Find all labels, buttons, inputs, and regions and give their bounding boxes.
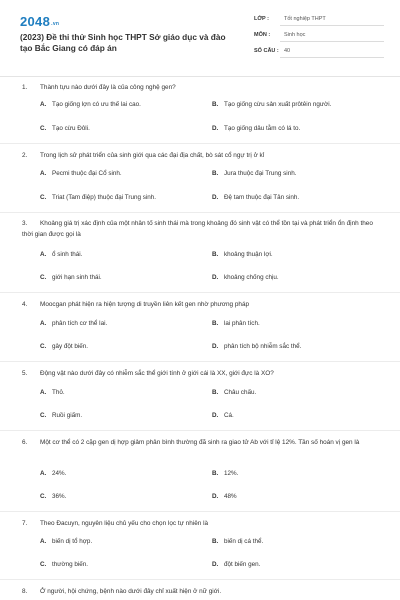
- answer-option[interactable]: [40, 320, 107, 327]
- answer-option[interactable]: [212, 561, 260, 568]
- option-text: 24%.: [52, 470, 67, 477]
- option-letter: C.: [40, 343, 47, 350]
- question-stem: Khoảng giá trị xác định của một nhân tố sinh thái mà trong khoảng đó sinh vật có thể tồn tại và phát triển ổn định theo thời gian được gọi là: [22, 220, 373, 238]
- option-letter: B.: [212, 470, 219, 477]
- option-letter: A.: [40, 538, 47, 545]
- answer-option[interactable]: [212, 170, 296, 177]
- option-text: Tạo giống cừu sản xuất prôtêin người.: [224, 101, 332, 108]
- question-number: 6.: [22, 439, 28, 446]
- question-text: [22, 368, 382, 379]
- option-text: Thỏ.: [52, 389, 65, 396]
- question-number: 2.: [22, 152, 28, 159]
- answer-option[interactable]: [40, 170, 122, 177]
- option-letter: A.: [40, 470, 47, 477]
- answer-option[interactable]: [212, 412, 234, 419]
- option-letter: C.: [40, 493, 47, 500]
- option-letter: D.: [212, 493, 219, 500]
- question-divider: [0, 511, 400, 512]
- option-text: 36%.: [52, 493, 67, 500]
- option-letter: A.: [40, 170, 47, 177]
- option-letter: D.: [212, 125, 219, 132]
- answer-option[interactable]: [40, 251, 82, 258]
- question-text: [22, 518, 382, 529]
- answer-option[interactable]: [40, 493, 66, 500]
- option-text: gây đột biến.: [52, 343, 89, 350]
- question-text: [22, 218, 382, 240]
- answer-option[interactable]: [212, 538, 263, 545]
- question-divider: [0, 143, 400, 144]
- answer-option[interactable]: [40, 389, 65, 396]
- answer-option[interactable]: [40, 274, 102, 281]
- exam-title: (2023) Đề thi thử Sinh học THPT Sở giáo dục và đào tạo Bắc Giang có đáp án: [20, 32, 226, 53]
- answer-option[interactable]: [212, 251, 273, 258]
- option-letter: B.: [212, 320, 219, 327]
- option-text: Đệ tam thuộc đại Tân sinh.: [224, 194, 300, 201]
- question-number: 1.: [22, 84, 28, 91]
- option-text: Ruồi giấm.: [52, 412, 83, 419]
- option-letter: D.: [212, 194, 219, 201]
- option-letter: B.: [212, 251, 219, 258]
- question-text: [22, 82, 382, 93]
- question-divider: [0, 212, 400, 213]
- option-letter: D.: [212, 412, 219, 419]
- option-letter: C.: [40, 412, 47, 419]
- option-text: Tạo giống lợn có ưu thế lai cao.: [52, 101, 141, 108]
- answer-option[interactable]: [40, 101, 141, 108]
- question-stem: Động vật nào dưới đây có nhiễm sắc thể giới tính ở giới cái là XX, giới đực là XO?: [40, 370, 274, 377]
- option-letter: D.: [212, 561, 219, 568]
- option-letter: B.: [212, 101, 219, 108]
- question-number: 7.: [22, 520, 28, 527]
- question-divider: [0, 292, 400, 293]
- answer-option[interactable]: [212, 101, 331, 108]
- option-text: Pecmi thuộc đại Cổ sinh.: [52, 170, 122, 177]
- answer-option[interactable]: [40, 343, 88, 350]
- option-letter: B.: [212, 389, 219, 396]
- answer-option[interactable]: [212, 194, 299, 201]
- option-letter: A.: [40, 101, 47, 108]
- answer-option[interactable]: [212, 320, 260, 327]
- option-text: Jura thuộc đại Trung sinh.: [224, 170, 297, 177]
- answer-option[interactable]: [40, 125, 90, 132]
- answer-option[interactable]: [212, 125, 300, 132]
- option-letter: A.: [40, 389, 47, 396]
- option-letter: A.: [40, 251, 47, 258]
- meta-question-count: SỐ CÂU : 40: [254, 44, 384, 60]
- question-number: 4.: [22, 301, 28, 308]
- answer-option[interactable]: [40, 412, 82, 419]
- option-text: giới hạn sinh thái.: [52, 274, 102, 281]
- option-letter: D.: [212, 343, 219, 350]
- option-text: Tạo giống dâu tằm có lá to.: [224, 125, 301, 132]
- question-text: [22, 586, 382, 597]
- answer-option[interactable]: [212, 274, 279, 281]
- question-text: [22, 437, 382, 448]
- answer-option[interactable]: [212, 389, 256, 396]
- header-divider: [0, 76, 400, 77]
- meta-subject: MÔN : Sinh học: [254, 28, 384, 44]
- option-letter: C.: [40, 274, 47, 281]
- option-letter: C.: [40, 125, 47, 132]
- meta-class: LỚP : Tốt nghiệp THPT: [254, 12, 384, 28]
- question-number: 3.: [22, 220, 28, 227]
- option-letter: B.: [212, 538, 219, 545]
- option-text: Tạo cừu Đôli.: [52, 125, 90, 132]
- option-text: 48%: [224, 493, 237, 500]
- question-text: [22, 150, 382, 161]
- option-text: Cá.: [224, 412, 234, 419]
- answer-option[interactable]: [40, 538, 92, 545]
- option-letter: A.: [40, 320, 47, 327]
- question-number: 5.: [22, 370, 28, 377]
- document-header: [0, 0, 400, 76]
- answer-option[interactable]: [212, 493, 237, 500]
- site-logo[interactable]: $2048^{.vn}$: [20, 14, 60, 29]
- question-stem: Theo Đacuyn, nguyên liệu chủ yếu cho chọn lọc tự nhiên là: [40, 520, 209, 527]
- option-letter: C.: [40, 561, 47, 568]
- option-text: phân tích cơ thể lai.: [52, 320, 108, 327]
- option-text: khoảng thuận lợi.: [224, 251, 273, 258]
- option-text: Châu chấu.: [224, 389, 257, 396]
- option-text: đột biến gen.: [224, 561, 261, 568]
- question-text: [22, 299, 382, 310]
- option-text: khoảng chống chịu.: [224, 274, 279, 281]
- option-text: Triat (Tam điệp) thuộc đại Trung sinh.: [52, 194, 157, 201]
- question-stem: Thành tựu nào dưới đây là của công nghệ gen?: [40, 84, 176, 91]
- option-text: 12%.: [224, 470, 239, 477]
- answer-option[interactable]: [212, 343, 301, 350]
- option-text: biến dị cá thể.: [224, 538, 264, 545]
- answer-option[interactable]: [40, 470, 66, 477]
- answer-option[interactable]: [212, 470, 238, 477]
- question-stem: Trong lịch sử phát triển của sinh giới qua các đại địa chất, bò sát cổ ngự trị ở kỉ: [40, 152, 265, 159]
- question-stem: Ở người, hội chứng, bệnh nào dưới đây chỉ xuất hiện ở nữ giới.: [40, 588, 222, 595]
- option-letter: B.: [212, 170, 219, 177]
- question-divider: [0, 430, 400, 431]
- answer-option[interactable]: [40, 561, 88, 568]
- option-text: ổ sinh thái.: [52, 251, 83, 258]
- option-text: phân tích bộ nhiễm sắc thể.: [224, 343, 302, 350]
- question-divider: [0, 361, 400, 362]
- option-letter: D.: [212, 274, 219, 281]
- answer-option[interactable]: [40, 194, 156, 201]
- question-stem: Một cơ thể có 2 cặp gen dị hợp giảm phân bình thường đã sinh ra giao tử Ab với tỉ lệ 12%. Tần số hoán vị gen là: [40, 439, 360, 446]
- option-text: biến dị tổ hợp.: [52, 538, 93, 545]
- option-letter: C.: [40, 194, 47, 201]
- question-stem: Moocgan phát hiện ra hiện tượng di truyền liên kết gen nhờ phương pháp: [40, 301, 250, 308]
- option-text: thường biến.: [52, 561, 89, 568]
- question-number: 8.: [22, 588, 28, 595]
- question-divider: [0, 579, 400, 580]
- option-text: lai phân tích.: [224, 320, 260, 327]
